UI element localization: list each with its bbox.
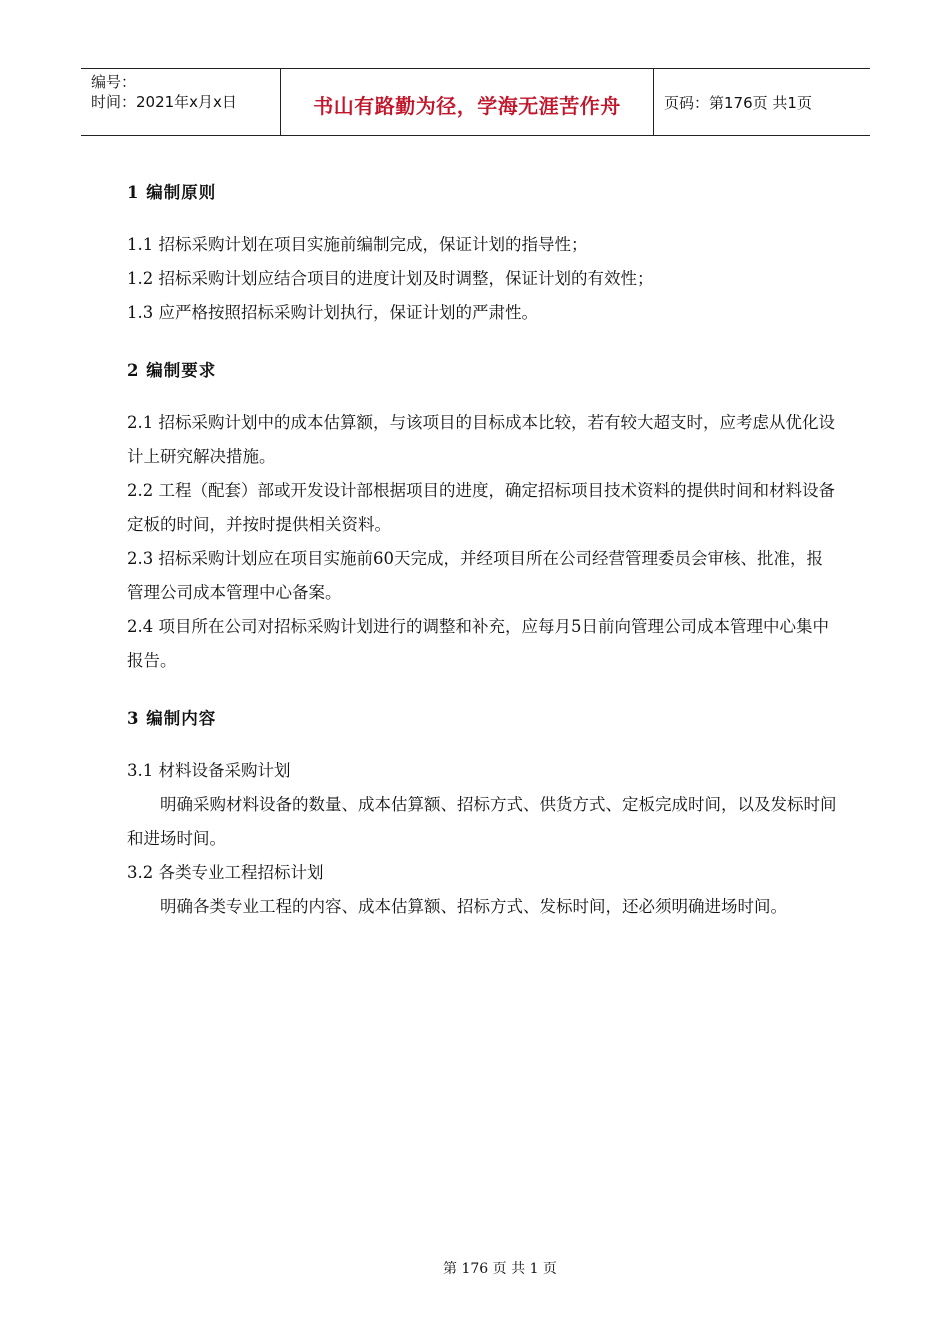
document-body — [127, 176, 837, 924]
section-2-item-3: 2.3 招标采购计划应在项目实施前60天完成，并经项目所在公司经营管理委员会审核、批准，报管理公司成本管理中心备案。 — [127, 549, 823, 602]
document-number-label: 编号： — [91, 73, 137, 91]
page-footer — [0, 1258, 950, 1278]
section-1-title: 1 编制原则 — [127, 183, 217, 202]
header-page-cell — [654, 69, 870, 135]
section-3-title: 3 编制内容 — [127, 709, 217, 728]
header-meta-cell — [81, 69, 281, 135]
section-1-item-1: 1.1 招标采购计划在项目实施前编制完成，保证计划的指导性； — [127, 235, 588, 254]
section-3-subtitle-2: 3.2 各类专业工程招标计划 — [127, 863, 324, 882]
section-2-title: 2 编制要求 — [127, 361, 217, 380]
section-2-item-4: 2.4 项目所在公司对招标采购计划进行的调整和补充，应每月5日前向管理公司成本管理中心集中报告。 — [127, 617, 829, 670]
document-date-label: 时间：2021年x月x日 — [91, 93, 237, 111]
section-2-item-1: 2.1 招标采购计划中的成本估算额，与该项目的目标成本比较，若有较大超支时，应考虑从优化设计上研究解决措施。 — [127, 413, 835, 466]
header-motto: 书山有路勤为径，学海无涯苦作舟 — [313, 93, 621, 118]
page-header — [81, 68, 870, 136]
header-motto-cell — [281, 69, 654, 135]
section-2-item-2: 2.2 工程（配套）部或开发设计部根据项目的进度，确定招标项目技术资料的提供时间和材料设备定板的时间，并按时提供相关资料。 — [127, 481, 835, 534]
section-1-item-2: 1.2 招标采购计划应结合项目的进度计划及时调整，保证计划的有效性； — [127, 269, 654, 288]
section-3-subtitle-1: 3.1 材料设备采购计划 — [127, 761, 291, 780]
section-1-item-3: 1.3 应严格按照招标采购计划执行，保证计划的严肃性。 — [127, 303, 538, 322]
footer-page-number: 第 176 页 共 1 页 — [443, 1261, 557, 1277]
section-3-paragraph-1: 明确采购材料设备的数量、成本估算额、招标方式、供货方式、定板完成时间，以及发标时间和进场时间。 — [127, 795, 837, 848]
header-page-label: 页码：第176页 共1页 — [664, 93, 812, 112]
section-3-paragraph-2: 明确各类专业工程的内容、成本估算额、招标方式、发标时间，还必须明确进场时间。 — [160, 897, 787, 916]
